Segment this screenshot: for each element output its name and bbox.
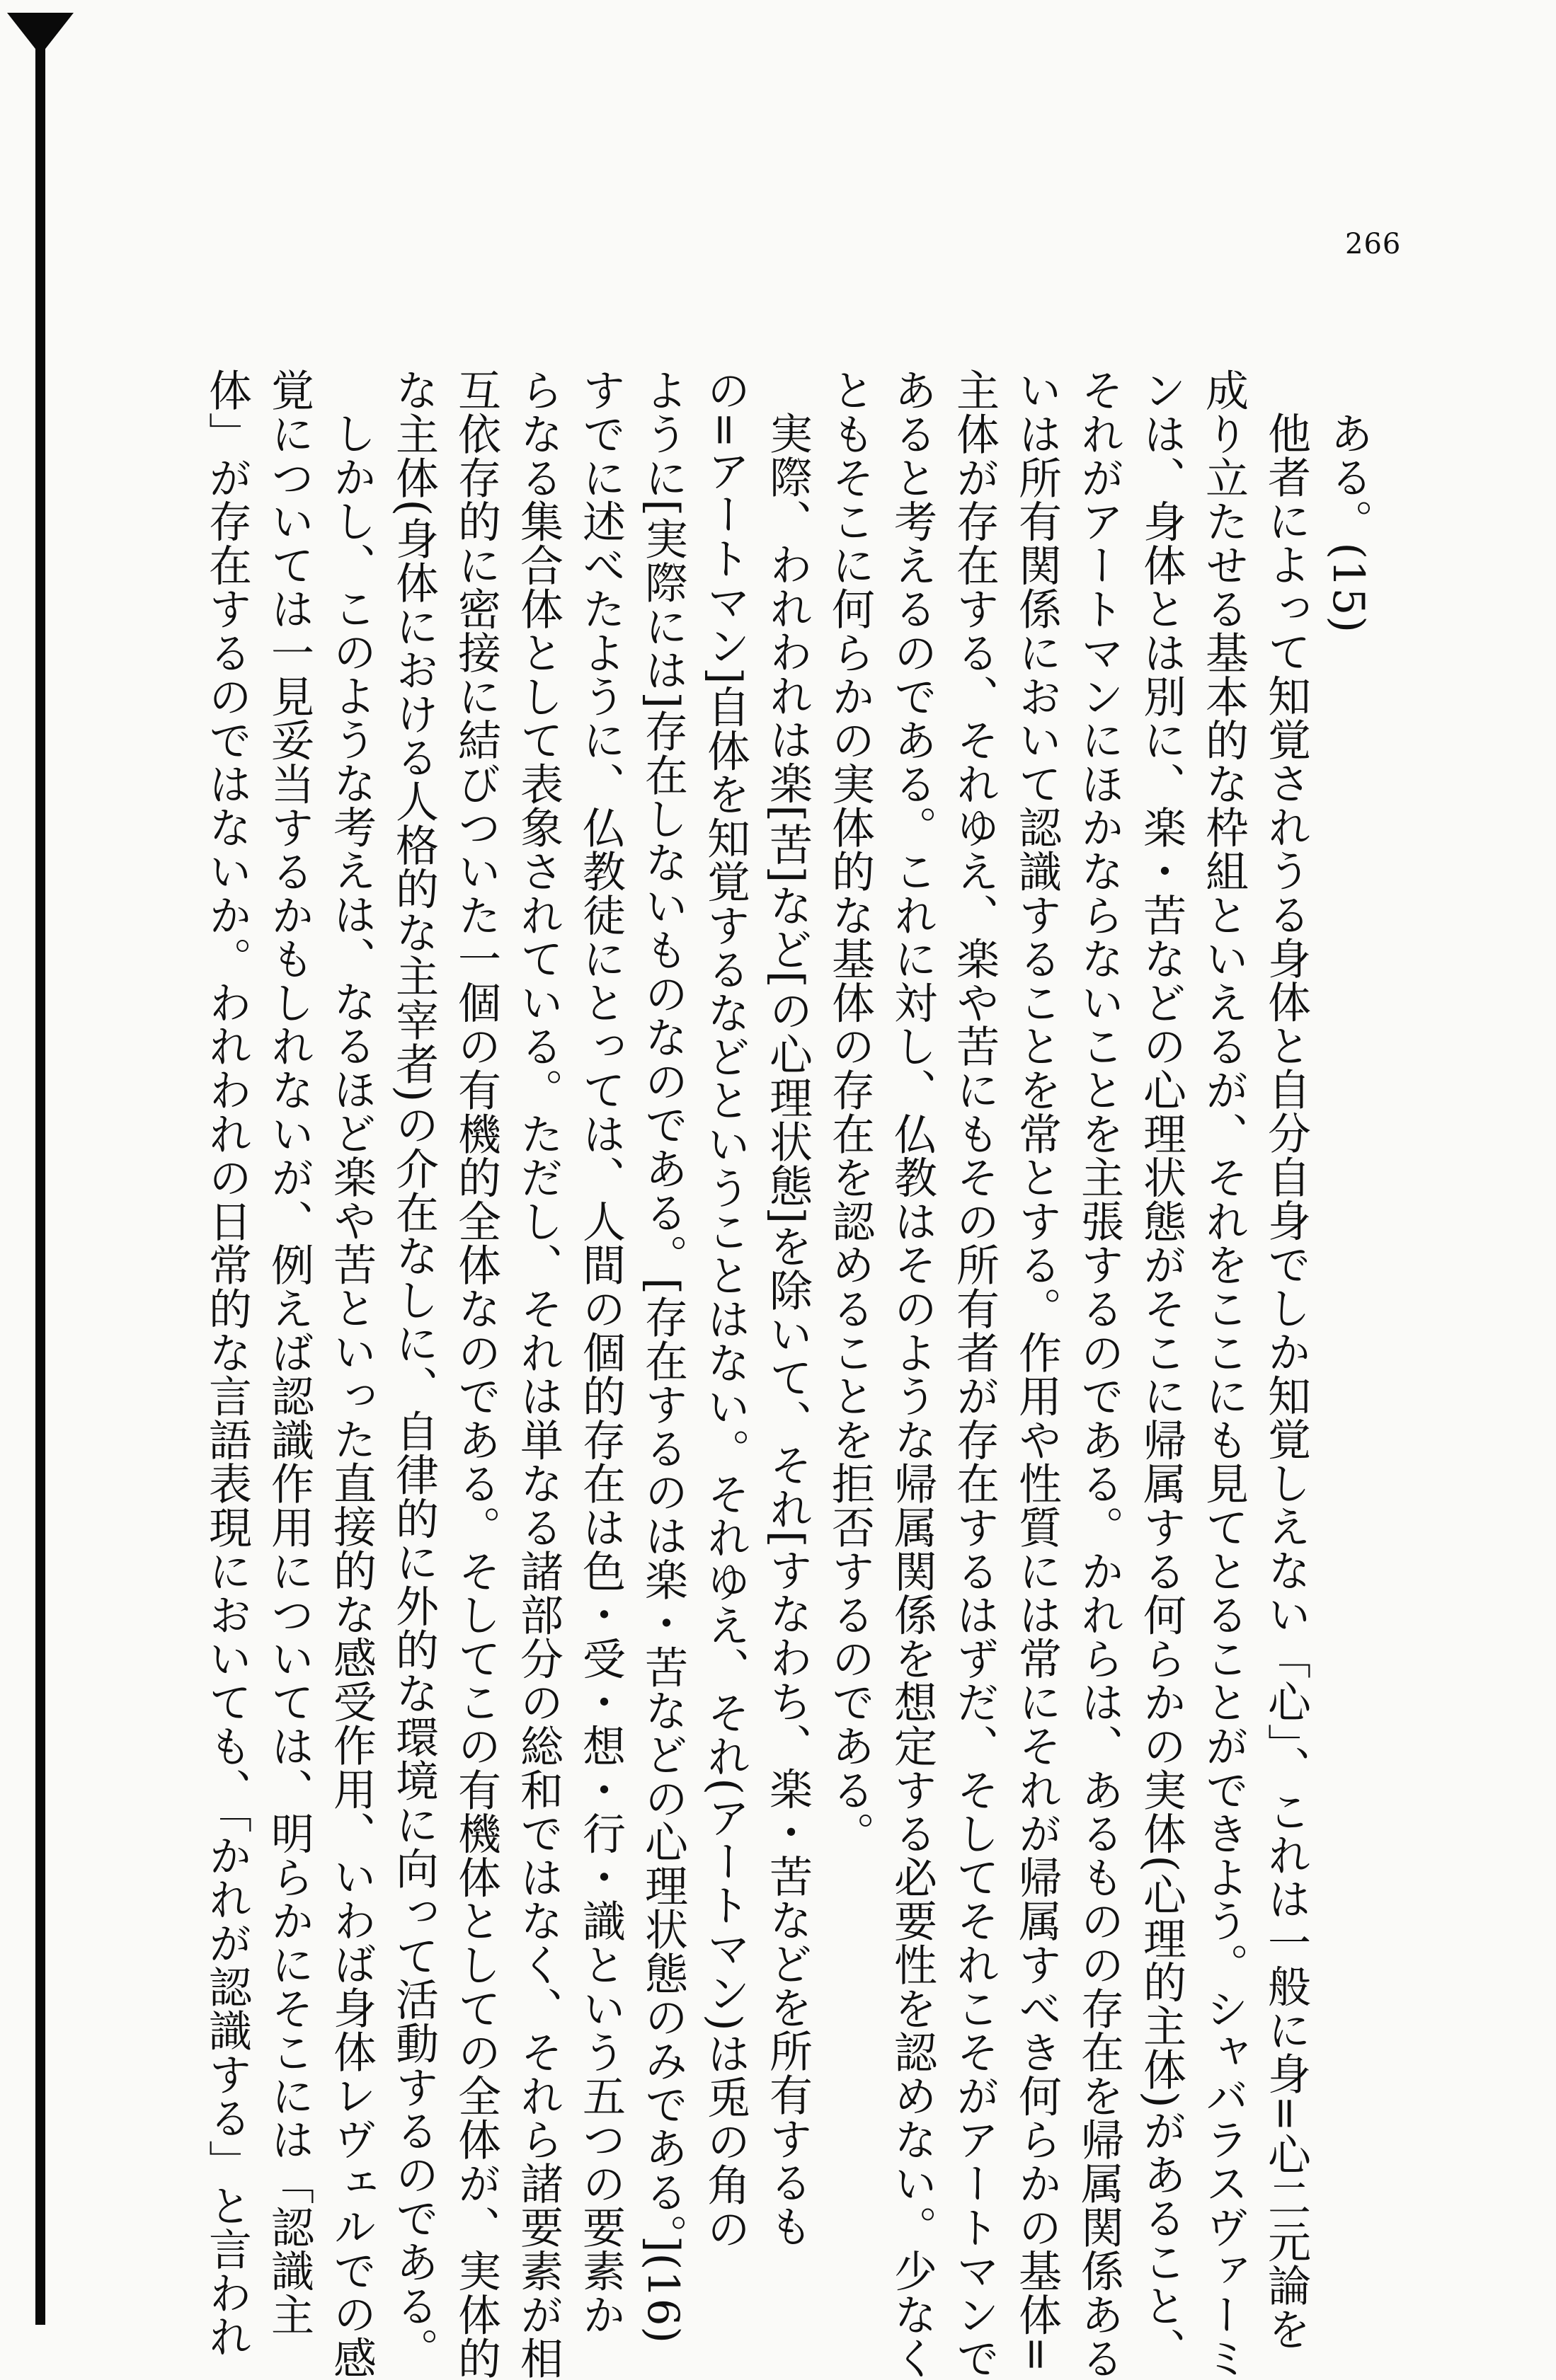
text-line: らなる集合体として表象されている。ただし、それは単なる諸部分の総和ではなく、それら諸要素が相 — [513, 368, 564, 2380]
text-line: ように[実際には]存在しないものなのである。[存在するのは楽・苦などの心理状態のみである。](16) — [638, 368, 688, 2344]
text-line: 実際、われわれは楽[苦]など[の心理状態]を除いて、それ[すなわち、楽・苦などを所有するも — [762, 411, 813, 2248]
text-line: すでに述べたように、仏教徒にとっては、人間の個的存在は色・受・想・行・識という五つの要素か — [576, 368, 626, 2336]
spine-bar — [35, 21, 45, 2325]
text-line: ともそこに何らかの実体的な基体の存在を認めることを拒否するのである。 — [825, 368, 875, 1856]
text-line: 主体が存在する、それゆえ、楽や苦にもその所有者が存在するはずだ、そしてそれこそがアートマンで — [949, 368, 1000, 2380]
text-line: 互依存的に密接に結びついた一個の有機的全体なのである。そしてこの有機体としての全体が、実体的 — [451, 368, 501, 2380]
text-line: 成り立たせる基本的な枠組といえるが、それをここにも見てとることができよう。シャバラスヴァーミ — [1199, 368, 1249, 2380]
text-line: ンは、身体とは別に、楽・苦などの心理状態がそこに帰属する何らかの実体(心理的主体)があること、 — [1136, 368, 1186, 2372]
text-line: それがアートマンにほかならないことを主張するのである。かれらは、あるものの存在を帰属関係ある — [1074, 368, 1124, 2380]
body-text — [161, 368, 1379, 2380]
text-line: いは所有関係において認識することを常とする。作用や性質には常にそれが帰属すべき何らかの基体= — [1012, 368, 1062, 2373]
page-number: 266 — [1345, 228, 1402, 260]
text-line: しかし、このような考えは、なるほど楽や苦といった直接的な感受作用、いわば身体レヴェルでの感 — [326, 411, 377, 2379]
text-line: 覚については一見妥当するかもしれないが、例えば認識作用については、明らかにそこには「認識主 — [264, 368, 314, 2336]
text-line: ある。(15) — [1323, 411, 1373, 633]
text-line: 他者によって知覚されうる身体と自分自身でしか知覚しえない「心」、これは一般に身=心二元論を — [1261, 411, 1311, 2351]
text-line: な主体(身体における人格的な主宰者)の介在なしに、自律的に外的な環境に向って活動するのである。 — [389, 368, 439, 2372]
text-line: 体」が存在するのではないか。われわれの日常的な言語表現においても、「かれが認識する」と言われ — [202, 368, 252, 2359]
text-line: あると考えるのである。これに対し、仏教はそのような帰属関係を想定する必要性を認めない。少なく — [887, 368, 937, 2380]
text-line: の=アートマン]自体を知覚するなどということはない。それゆえ、それ(アートマン)は兎の角の — [700, 368, 750, 2250]
